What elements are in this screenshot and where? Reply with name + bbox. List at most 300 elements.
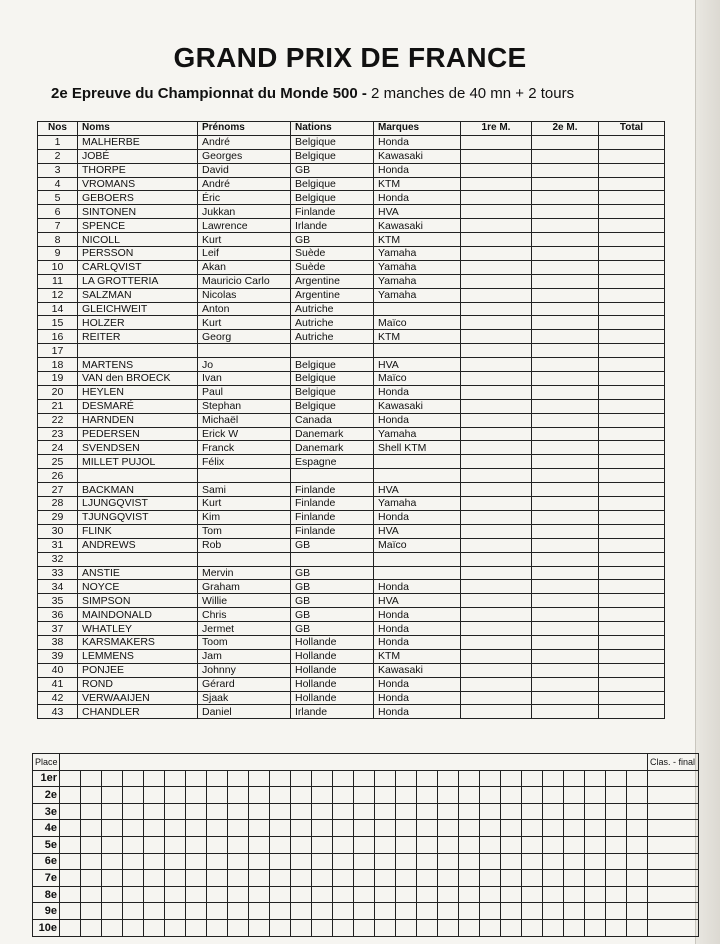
entry-cell: Chris (198, 608, 291, 622)
entry-cell (532, 191, 599, 205)
place-label: 8e (33, 886, 60, 903)
place-row (33, 919, 699, 936)
entry-number: 35 (38, 594, 78, 608)
place-cell (522, 836, 543, 853)
entry-cell: HVA (374, 358, 461, 372)
entry-number: 26 (38, 469, 78, 483)
entry-cell: Hollande (291, 663, 374, 677)
entry-row (38, 413, 665, 427)
entry-cell: Maïco (374, 316, 461, 330)
place-cell (81, 919, 102, 936)
entry-cell: REITER (78, 330, 198, 344)
place-cell (480, 770, 501, 787)
entry-cell (532, 705, 599, 719)
entry-cell (532, 594, 599, 608)
entry-cell: André (198, 177, 291, 191)
place-cell (144, 787, 165, 804)
entry-cell: Stephan (198, 399, 291, 413)
entry-cell (599, 191, 665, 205)
place-cell (60, 853, 81, 870)
entry-cell: KTM (374, 649, 461, 663)
page-title: GRAND PRIX DE FRANCE (173, 42, 527, 73)
place-cell (60, 886, 81, 903)
entry-cell (461, 344, 532, 358)
place-cell (564, 853, 585, 870)
entry-row (38, 691, 665, 705)
place-cell (606, 886, 627, 903)
place-cell (375, 886, 396, 903)
place-cell (354, 919, 375, 936)
place-cell (123, 853, 144, 870)
entry-cell (599, 608, 665, 622)
place-cell (606, 903, 627, 920)
entry-cell: Argentine (291, 274, 374, 288)
place-cell (207, 870, 228, 887)
entry-cell (599, 274, 665, 288)
entry-cell: Honda (374, 135, 461, 149)
entry-cell (532, 649, 599, 663)
place-cell (501, 770, 522, 787)
place-cell (249, 919, 270, 936)
entry-row (38, 635, 665, 649)
place-label: 7e (33, 870, 60, 887)
entry-cell (599, 524, 665, 538)
place-cell (375, 919, 396, 936)
entry-cell: VAN den BROECK (78, 372, 198, 386)
column-header: Marques (374, 122, 461, 136)
place-cell (270, 853, 291, 870)
place-cell (522, 903, 543, 920)
place-cell (333, 853, 354, 870)
place-cell (81, 803, 102, 820)
entry-row (38, 330, 665, 344)
entry-cell: Canada (291, 413, 374, 427)
place-cell (291, 770, 312, 787)
place-cell (81, 836, 102, 853)
place-cell (564, 919, 585, 936)
place-cell (543, 787, 564, 804)
entry-row (38, 552, 665, 566)
place-row (33, 853, 699, 870)
place-cell (564, 770, 585, 787)
place-cell (270, 903, 291, 920)
place-cell (291, 853, 312, 870)
place-cell (312, 770, 333, 787)
place-cell (123, 836, 144, 853)
place-cell (207, 919, 228, 936)
entry-number: 32 (38, 552, 78, 566)
entry-cell (461, 497, 532, 511)
entry-cell (374, 552, 461, 566)
entry-cell (461, 413, 532, 427)
place-cell (249, 820, 270, 837)
entry-cell (461, 705, 532, 719)
entry-cell (532, 247, 599, 261)
place-cell (123, 787, 144, 804)
place-cell (249, 886, 270, 903)
final-cell (648, 903, 699, 920)
place-cell (396, 919, 417, 936)
place-cell (543, 820, 564, 837)
place-cell (270, 919, 291, 936)
place-cell (333, 886, 354, 903)
place-cell (102, 886, 123, 903)
entry-cell (461, 441, 532, 455)
entry-cell (461, 483, 532, 497)
place-cell (333, 770, 354, 787)
entry-cell (532, 566, 599, 580)
place-row (33, 803, 699, 820)
place-cell (102, 770, 123, 787)
place-cell (438, 886, 459, 903)
entry-cell: Honda (374, 691, 461, 705)
place-cell (375, 870, 396, 887)
entry-cell (461, 149, 532, 163)
entry-cell (291, 552, 374, 566)
place-cell (438, 787, 459, 804)
place-cell (291, 820, 312, 837)
place-cell (564, 820, 585, 837)
entry-cell: HEYLEN (78, 385, 198, 399)
place-cell (522, 919, 543, 936)
entry-cell (599, 441, 665, 455)
place-label: 6e (33, 853, 60, 870)
entry-cell: HVA (374, 483, 461, 497)
place-cell (228, 886, 249, 903)
place-cell (396, 836, 417, 853)
place-cell (81, 903, 102, 920)
entry-number: 23 (38, 427, 78, 441)
place-cell (312, 820, 333, 837)
entry-cell: Kawasaki (374, 219, 461, 233)
entry-number: 36 (38, 608, 78, 622)
place-cell (480, 803, 501, 820)
entry-cell (461, 288, 532, 302)
entry-row (38, 191, 665, 205)
entry-cell: Honda (374, 385, 461, 399)
entry-cell (599, 691, 665, 705)
place-cell (543, 853, 564, 870)
place-cell (207, 903, 228, 920)
column-header: Nos (38, 122, 78, 136)
entry-cell: Hollande (291, 691, 374, 705)
place-cell (333, 820, 354, 837)
entry-cell: VERWAAIJEN (78, 691, 198, 705)
place-cell (123, 870, 144, 887)
place-cell (312, 836, 333, 853)
place-label: 9e (33, 903, 60, 920)
entry-cell (461, 274, 532, 288)
entry-cell (461, 302, 532, 316)
entry-cell: MAINDONALD (78, 608, 198, 622)
place-cell (102, 870, 123, 887)
entry-cell: Finlande (291, 510, 374, 524)
place-cell (543, 886, 564, 903)
place-cell (459, 787, 480, 804)
entry-cell: NICOLL (78, 233, 198, 247)
place-cell (354, 836, 375, 853)
entry-cell (198, 469, 291, 483)
entry-cell: Leif (198, 247, 291, 261)
entry-cell: Éric (198, 191, 291, 205)
place-cell (585, 870, 606, 887)
entry-number: 2 (38, 149, 78, 163)
entry-cell: WHATLEY (78, 622, 198, 636)
entry-cell: Johnny (198, 663, 291, 677)
place-cell (249, 787, 270, 804)
entry-cell (532, 663, 599, 677)
place-cell (228, 870, 249, 887)
entry-cell: GLEICHWEIT (78, 302, 198, 316)
entry-row (38, 649, 665, 663)
entry-cell: Suède (291, 260, 374, 274)
place-cell (501, 787, 522, 804)
entry-cell: Honda (374, 163, 461, 177)
place-cell (207, 787, 228, 804)
entry-cell (599, 135, 665, 149)
place-cell (606, 919, 627, 936)
place-cell (228, 787, 249, 804)
page-subtitle (51, 85, 574, 102)
entry-cell (461, 372, 532, 386)
entry-number: 29 (38, 510, 78, 524)
place-cell (228, 836, 249, 853)
entry-cell: Mervin (198, 566, 291, 580)
column-header: Noms (78, 122, 198, 136)
entry-cell (461, 691, 532, 705)
entry-cell: LEMMENS (78, 649, 198, 663)
final-cell (648, 787, 699, 804)
place-cell (123, 820, 144, 837)
place-cell (501, 836, 522, 853)
place-cell (627, 870, 648, 887)
place-cell (585, 820, 606, 837)
place-cell (396, 886, 417, 903)
entry-row (38, 677, 665, 691)
entry-row (38, 233, 665, 247)
place-cell (102, 803, 123, 820)
place-cell (564, 803, 585, 820)
entry-cell: Félix (198, 455, 291, 469)
place-cell (438, 870, 459, 887)
entry-cell (532, 580, 599, 594)
place-cell (564, 870, 585, 887)
place-cell (501, 803, 522, 820)
place-cell (354, 787, 375, 804)
entry-cell: PERSSON (78, 247, 198, 261)
entry-cell: Argentine (291, 288, 374, 302)
entry-row (38, 344, 665, 358)
entry-row (38, 316, 665, 330)
place-cell (585, 770, 606, 787)
placings-body (33, 754, 699, 937)
entry-cell (461, 594, 532, 608)
entry-cell (374, 566, 461, 580)
entry-cell (532, 372, 599, 386)
entry-cell: Belgique (291, 149, 374, 163)
entry-number: 31 (38, 538, 78, 552)
entry-number: 10 (38, 260, 78, 274)
place-cell (585, 787, 606, 804)
final-cell (648, 803, 699, 820)
place-cell (480, 903, 501, 920)
entry-cell: Kawasaki (374, 663, 461, 677)
entry-row (38, 135, 665, 149)
entry-cell: Honda (374, 413, 461, 427)
place-cell (354, 886, 375, 903)
entry-row (38, 510, 665, 524)
place-cell (228, 770, 249, 787)
entry-cell (532, 316, 599, 330)
place-cell (186, 886, 207, 903)
entry-cell: JOBÉ (78, 149, 198, 163)
place-cell (480, 820, 501, 837)
place-cell (312, 787, 333, 804)
entry-cell: Toom (198, 635, 291, 649)
place-label: 1er (33, 770, 60, 787)
entry-cell (461, 385, 532, 399)
place-cell (417, 903, 438, 920)
place-cell (375, 787, 396, 804)
final-cell (648, 836, 699, 853)
entry-cell: Georges (198, 149, 291, 163)
place-cell (123, 886, 144, 903)
place-cell (249, 803, 270, 820)
entry-cell (532, 677, 599, 691)
entry-cell: Finlande (291, 497, 374, 511)
place-cell (312, 903, 333, 920)
place-cell (270, 770, 291, 787)
entry-cell (599, 483, 665, 497)
entries-body (38, 135, 665, 718)
entry-cell (599, 358, 665, 372)
entry-cell: CHANDLER (78, 705, 198, 719)
place-cell (627, 886, 648, 903)
entry-cell: Belgique (291, 358, 374, 372)
entry-cell (461, 316, 532, 330)
place-cell (438, 803, 459, 820)
entry-cell (532, 691, 599, 705)
entry-cell: PONJEE (78, 663, 198, 677)
subtitle-rest: 2 manches de 40 mn + 2 tours (366, 85, 575, 102)
place-header: Place (33, 754, 60, 771)
place-cell (354, 870, 375, 887)
entry-cell (461, 649, 532, 663)
place-cell (480, 853, 501, 870)
place-cell (144, 836, 165, 853)
entry-cell: Irlande (291, 705, 374, 719)
place-cell (249, 853, 270, 870)
place-cell (627, 919, 648, 936)
entry-cell (599, 316, 665, 330)
place-cell (207, 886, 228, 903)
place-cell (564, 836, 585, 853)
place-cell (186, 903, 207, 920)
entry-cell: Belgique (291, 177, 374, 191)
entry-row (38, 538, 665, 552)
place-cell (270, 803, 291, 820)
place-cell (333, 803, 354, 820)
entry-cell (532, 608, 599, 622)
entry-row (38, 247, 665, 261)
entry-cell (532, 510, 599, 524)
place-label: 5e (33, 836, 60, 853)
place-cell (291, 919, 312, 936)
entry-cell: Kurt (198, 497, 291, 511)
entry-number: 27 (38, 483, 78, 497)
place-cell (354, 903, 375, 920)
entry-cell: Belgique (291, 372, 374, 386)
place-cell (417, 820, 438, 837)
entry-number: 25 (38, 455, 78, 469)
place-cell (375, 770, 396, 787)
place-label: 2e (33, 787, 60, 804)
place-cell (627, 903, 648, 920)
entry-cell (461, 399, 532, 413)
entry-cell: Maïco (374, 372, 461, 386)
place-cell (228, 820, 249, 837)
place-cell (606, 820, 627, 837)
entry-row (38, 302, 665, 316)
final-cell (648, 820, 699, 837)
entry-cell: Kawasaki (374, 149, 461, 163)
place-cell (60, 836, 81, 853)
entry-cell: Yamaha (374, 260, 461, 274)
entry-cell (532, 552, 599, 566)
entry-row (38, 483, 665, 497)
entry-row (38, 497, 665, 511)
place-cell (606, 803, 627, 820)
place-cell (417, 770, 438, 787)
entry-cell: GB (291, 163, 374, 177)
place-cell (396, 770, 417, 787)
entry-cell: Graham (198, 580, 291, 594)
place-cell (627, 853, 648, 870)
place-cell (270, 787, 291, 804)
entry-cell (599, 538, 665, 552)
entry-cell: FLINK (78, 524, 198, 538)
place-cell (123, 803, 144, 820)
entry-cell (198, 344, 291, 358)
entry-cell (374, 344, 461, 358)
entry-row (38, 274, 665, 288)
entry-number: 3 (38, 163, 78, 177)
entry-cell: Autriche (291, 302, 374, 316)
entry-cell: David (198, 163, 291, 177)
entry-number: 8 (38, 233, 78, 247)
entry-number: 33 (38, 566, 78, 580)
entry-cell: Nicolas (198, 288, 291, 302)
column-header: Prénoms (198, 122, 291, 136)
entry-cell (532, 455, 599, 469)
entry-cell (532, 538, 599, 552)
entry-cell: Yamaha (374, 288, 461, 302)
place-cell (333, 903, 354, 920)
entry-cell: Jermet (198, 622, 291, 636)
place-cell (417, 886, 438, 903)
place-cell (291, 870, 312, 887)
place-cell (60, 770, 81, 787)
entry-cell: NOYCE (78, 580, 198, 594)
entry-cell: Hollande (291, 649, 374, 663)
place-cell (228, 803, 249, 820)
entry-number: 9 (38, 247, 78, 261)
entry-cell: PEDERSEN (78, 427, 198, 441)
place-cell (606, 870, 627, 887)
place-cell (144, 803, 165, 820)
entry-number: 24 (38, 441, 78, 455)
place-cell (333, 787, 354, 804)
